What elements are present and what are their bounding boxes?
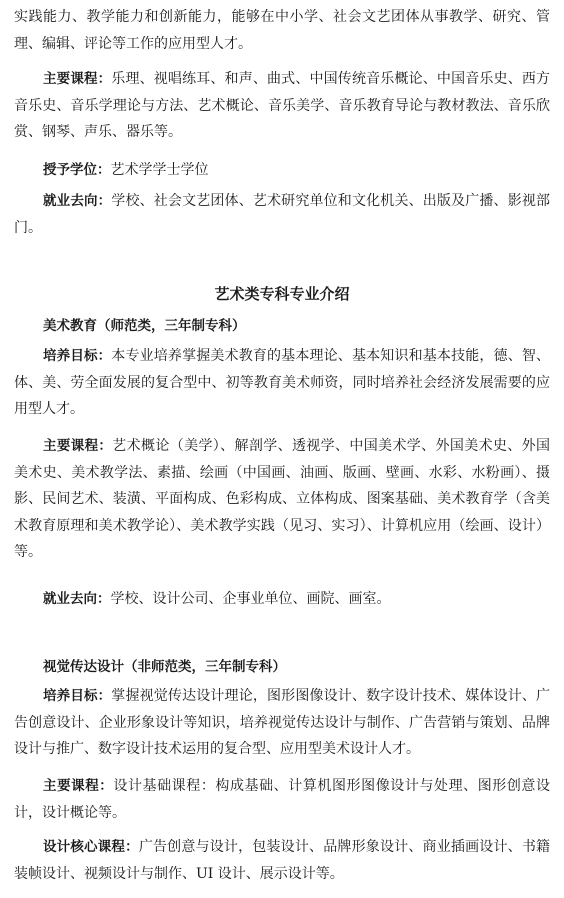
section-title: 艺术类专科专业介绍 [214,285,350,303]
art-education-employment-paragraph [14,586,550,613]
art-education-title: 美术教育（师范类，三年制专科） [43,318,246,334]
visual-design-core-courses-text: 广告创意与设计，包装设计、品牌形象设计、商业插画设计、书籍装帧设计、视频设计与制作、UI 设计、展示设计等。 [14,839,551,882]
music-degree-text: 艺术学学士学位 [110,162,209,178]
art-education-employment-label: 就业去向： [43,591,111,607]
art-education-goal-text: 本专业培养掌握美术教育的基本理论、基本知识和基本技能，德、智、体、美、劳全面发展的复合型中、初等教育美术师资，同时培养社会经济发展需要的应用型人才。 [14,348,551,417]
visual-design-courses-paragraph [14,773,550,826]
music-employment-label: 就业去向： [43,193,112,209]
music-courses-label: 主要课程： [43,71,112,87]
art-education-courses-paragraph [14,433,550,566]
visual-design-goal-label: 培养目标： [43,688,112,704]
music-courses-paragraph [14,66,550,146]
visual-design-goal-paragraph [14,683,550,763]
visual-design-title: 视觉传达设计（非师范类，三年制专科） [43,659,286,675]
music-employment-paragraph [14,188,550,241]
music-intro-continued [14,4,550,57]
visual-design-courses-label: 主要课程： [43,778,114,794]
music-courses-text: 乐理、视唱练耳、和声、曲式、中国传统音乐概论、中国音乐史、西方音乐史、音乐学理论与方法、艺术概论、音乐美学、音乐教育导论与教材教法、音乐欣赏、钢琴、声乐、器乐等。 [14,71,551,140]
art-education-employment-text: 学校、设计公司、企事业单位、画院、画室。 [110,591,391,607]
visual-design-core-courses-label: 设计核心课程： [43,839,139,855]
art-education-courses-label: 主要课程： [43,438,113,454]
visual-design-courses-text: 设计基础课程：构成基础、计算机图形图像设计与处理、图形创意设计，设计概论等。 [14,778,551,821]
music-employment-text: 学校、社会文艺团体、艺术研究单位和文化机关、出版及广播、影视部门。 [14,193,551,236]
visual-design-core-courses-paragraph [14,834,550,887]
art-education-courses-text: 艺术概论（美学）、解剖学、透视学、中国美术学、外国美术史、外国美术史、美术教学法、素描、绘画（中国画、油画、版画、壁画、水彩、水粉画）、摄影、民间艺术、装潢、平面构成、色彩构成、立体构成、图案基础、美术教育学（含美术教育原理和美术教学论）、美术教学实践（见习、实习）、计算机应用（绘画、设计）等。 [14,438,551,560]
visual-design-goal-text: 掌握视觉传达设计理论，图形图像设计、数字设计技术、媒体设计、广告创意设计、企业形象设计等知识，培养视觉传达设计与制作、广告营销与策划、品牌设计与推广、数字设计技术运用的复合型、应用型美术设计人才。 [14,688,551,757]
music-intro-text: 实践能力、教学能力和创新能力，能够在中小学、社会文艺团体从事教学、研究、管理、编辑、评论等工作的应用型人才。 [14,9,550,52]
art-education-goal-label: 培养目标： [43,348,112,364]
art-education-goal-paragraph [14,343,550,423]
music-degree-paragraph [14,157,550,184]
music-degree-label: 授予学位： [43,162,111,178]
